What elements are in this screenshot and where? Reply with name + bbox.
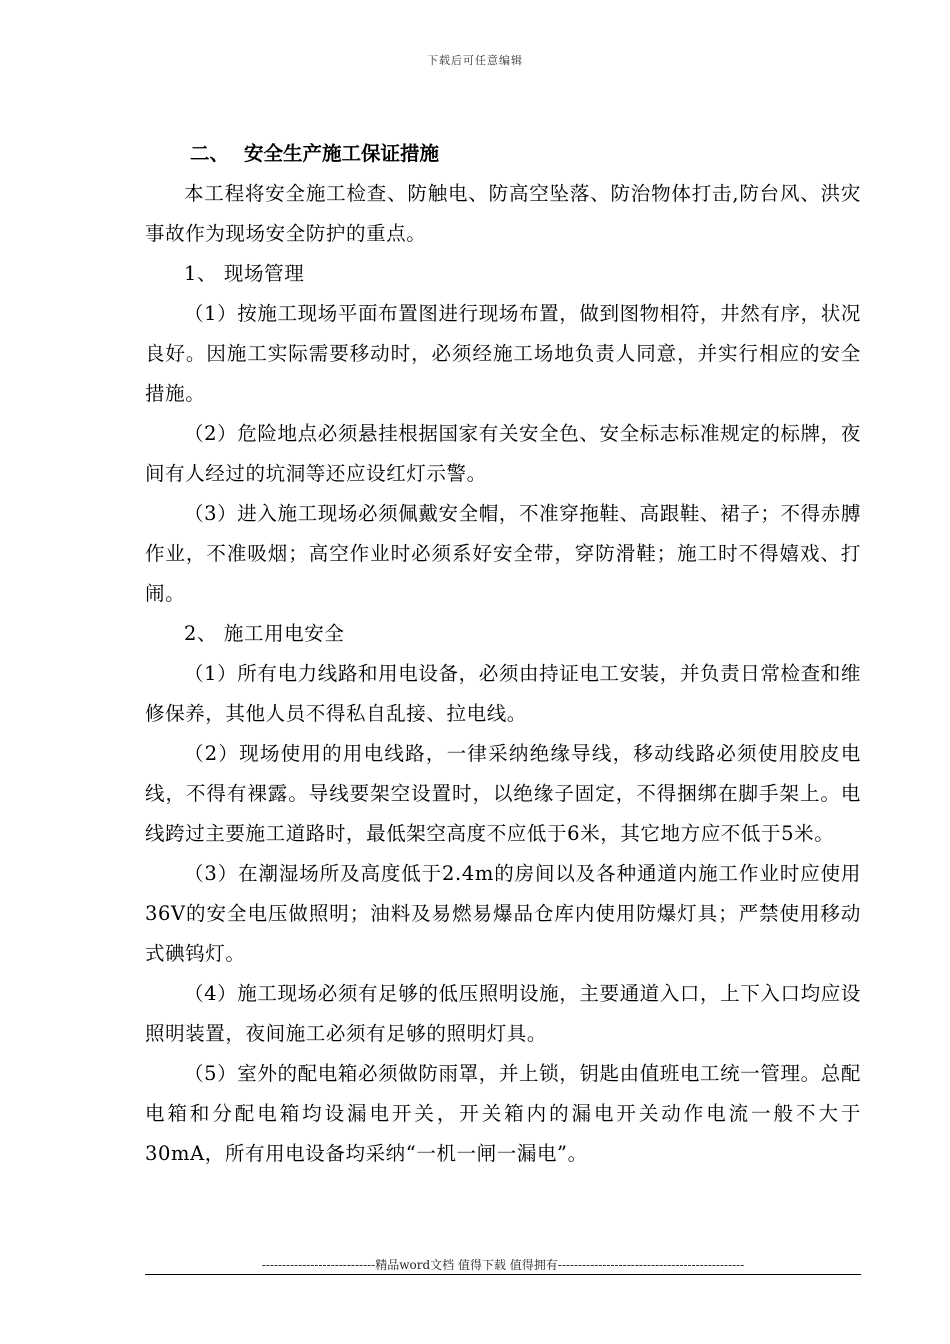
header-note: 下载后可任意编辑	[427, 54, 523, 67]
subsection-heading-electrical-safety: 2、 施工用电安全	[184, 622, 345, 645]
electrical-safety-item-2: （2）现场使用的用电线路，一律采纳绝缘导线，移动线路必须使用胶皮电线，不得有裸露。导线要架空设置时，以绝缘子固定，不得捆绑在脚手架上。电线跨过主要施工道路时，最低架空高度不应低于6米，其它地方应不低于5米。	[145, 742, 861, 845]
footer-divider	[145, 1274, 861, 1275]
electrical-safety-item-1: （1）所有电力线路和用电设备，必须由持证电工安装，并负责日常检查和维修保养，其他人员不得私自乱接、拉电线。	[145, 662, 861, 725]
section-title	[145, 134, 861, 174]
section-title-text: 安全生产施工保证措施	[244, 142, 440, 165]
electrical-safety-item-3: （3）在潮湿场所及高度低于2.4m的房间以及各种通道内施工作业时应使用36V的安全电压做照明；油料及易燃易爆品仓库内使用防爆灯具；严禁使用移动式碘钨灯。	[145, 862, 861, 965]
site-management-item-2: （2）危险地点必须悬挂根据国家有关安全色、安全标志标准规定的标牌，夜间有人经过的坑洞等还应设红灯示警。	[145, 422, 861, 485]
site-management-item-1: （1）按施工现场平面布置图进行现场布置，做到图物相符，井然有序，状况良好。因施工实际需要移动时，必须经施工场地负责人同意，并实行相应的安全措施。	[145, 302, 861, 405]
section-number: 二、	[190, 142, 230, 165]
electrical-safety-item-4: （4）施工现场必须有足够的低压照明设施，主要通道入口，上下入口均应设照明装置，夜间施工必须有足够的照明灯具。	[145, 982, 861, 1045]
subsection-heading-site-management: 1、 现场管理	[184, 262, 305, 285]
electrical-safety-item-5: （5）室外的配电箱必须做防雨罩，并上锁，钥匙由值班电工统一管理。总配电箱和分配电箱均设漏电开关，开关箱内的漏电开关动作电流一般不大于30mA，所有用电设备均采纳“一机一闸一漏电”。	[145, 1062, 861, 1165]
intro-paragraph: 本工程将安全施工检查、防触电、防高空坠落、防治物体打击,防台风、洪灾事故作为现场安全防护的重点。	[145, 182, 861, 245]
footer-note: ----------------------------精品word文档 值得下载 值得拥有----------------------------------------------	[261, 1258, 745, 1272]
document-body	[145, 134, 861, 1174]
site-management-item-3: （3）进入施工现场必须佩戴安全帽，不准穿拖鞋、高跟鞋、裙子；不得赤膊作业，不准吸烟；高空作业时必须系好安全带，穿防滑鞋；施工时不得嬉戏、打闹。	[145, 502, 861, 605]
